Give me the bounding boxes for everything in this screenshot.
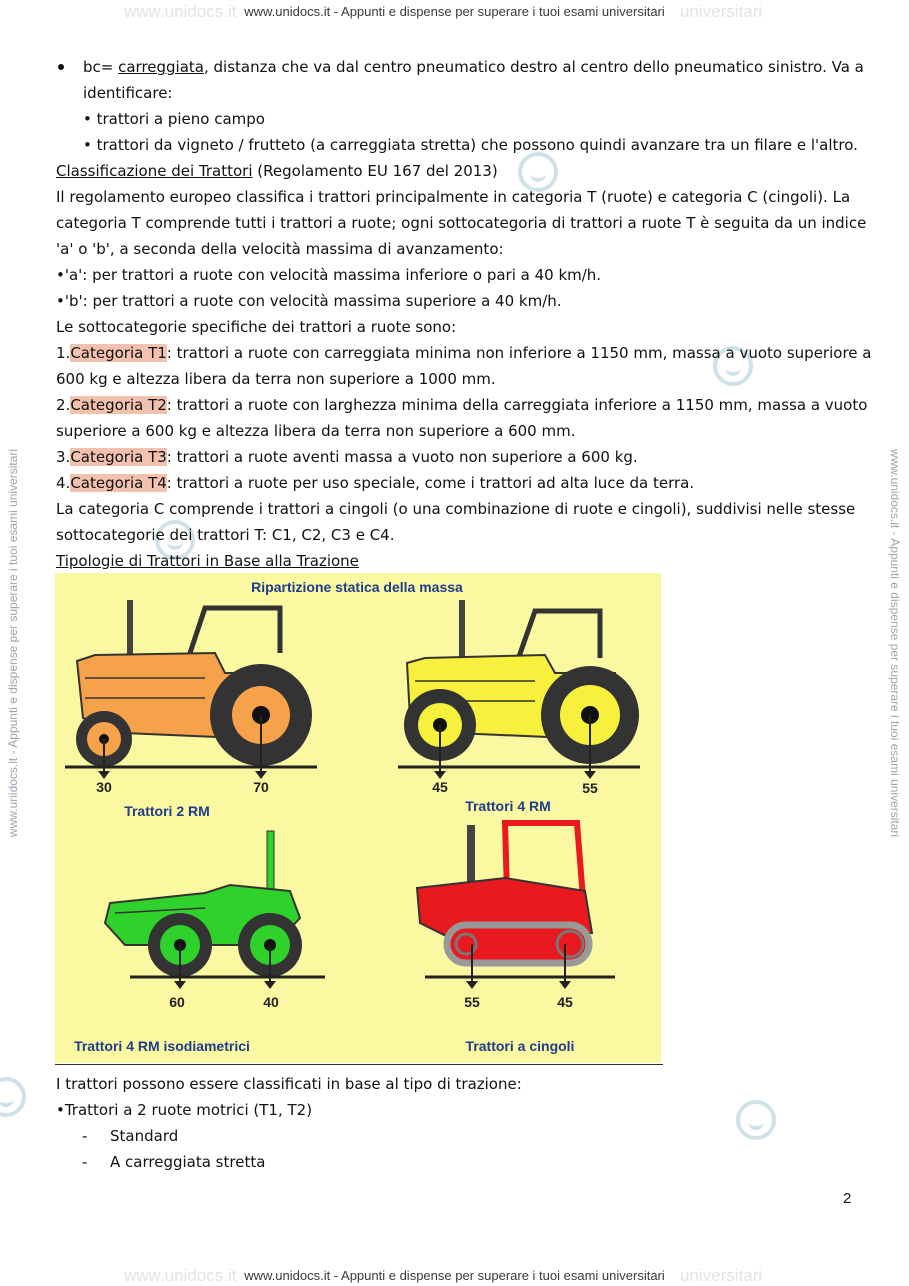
tr3-rear-value: 40 [263, 994, 279, 1010]
tr2-label: Trattori 4 RM [465, 798, 551, 814]
watermark-ghost-left: www.unidocs.it [124, 2, 237, 21]
category-t2-label: Categoria T2 [70, 396, 167, 414]
watermark-ghost-right: universitari [680, 2, 763, 21]
speed-index-a: •'a': per trattori a ruote con velocità massima inferiore o pari a 40 km/h. [56, 266, 602, 284]
category-t4-label: Categoria T4 [70, 474, 167, 492]
bc-continuation: identificare: [83, 84, 173, 102]
tractor-isodiametric-illustration [105, 831, 325, 989]
category-t1-label: Categoria T1 [70, 344, 167, 362]
watermark-ghost-right: universitari [680, 1266, 763, 1285]
tr1-front-value: 30 [96, 779, 112, 795]
category-t2: 2.Categoria T2: trattori a ruote con larghezza minima della carreggiata inferiore a 1150 mm, massa a vuoto [56, 396, 868, 414]
tr2-front-value: 45 [432, 779, 448, 795]
traction-2wd: •Trattori a 2 ruote motrici (T1, T2) [56, 1101, 313, 1119]
paragraph-line: 'a' o 'b', a seconda della velocità massima di avanzamento: [56, 240, 504, 258]
traction-intro: I trattori possono essere classificati in base al tipo di trazione: [56, 1075, 522, 1093]
figure-title: Ripartizione statica della massa [251, 579, 463, 595]
category-t3: 3.Categoria T3: trattori a ruote aventi massa a vuoto non superiore a 600 kg. [56, 448, 638, 466]
watermark-ghost-left: www.unidocs.it [124, 1266, 237, 1285]
bc-sub-item: • trattori da vigneto / frutteto (a carreggiata stretta) che possono quindi avanzare tra un filare e l'altro. [83, 136, 858, 154]
side-watermark-right: www.unidocs.it - Appunti e dispense per superare i tuoi esami universitari [888, 448, 902, 838]
bc-definition: bc= carreggiata, distanza che va dal centro pneumatico destro al centro dello pneumatico sinistro. Va a [56, 54, 856, 80]
tr4-label: Trattori a cingoli [465, 1038, 575, 1054]
header-watermark: www.unidocs.it - Appunti e dispense per superare i tuoi esami universitari [244, 4, 665, 19]
traction-heading: Tipologie di Trattori in Base alla Trazione [56, 552, 359, 570]
bc-term: carreggiata [118, 58, 204, 76]
classification-heading: Classificazione dei Trattori (Regolamento EU 167 del 2013) [56, 162, 498, 180]
exhaust-icon [127, 600, 133, 660]
tr3-label: Trattori 4 RM isodiametrici [74, 1038, 250, 1054]
bullet-icon [58, 64, 64, 70]
tr4-front-value: 55 [464, 994, 480, 1010]
tr3-front-value: 60 [169, 994, 185, 1010]
tractor-2rm-illustration [65, 600, 317, 779]
tr4-rear-value: 45 [557, 994, 573, 1010]
page-number: 2 [843, 1190, 852, 1207]
paragraph-line: Il regolamento europeo classifica i trattori principalmente in categoria T (ruote) e categoria C (cingoli). La [56, 188, 851, 206]
category-t4: 4.Categoria T4: trattori a ruote per uso speciale, come i trattori ad alta luce da terra. [56, 474, 695, 492]
tractor-4rm-illustration [398, 600, 640, 779]
category-t1: 1.Categoria T1: trattori a ruote con carreggiata minima non inferiore a 1150 mm, massa a vuoto superiore a [56, 344, 872, 362]
list-item-standard: - Standard [82, 1127, 179, 1145]
category-t2-cont: superiore a 600 kg e altezza libera da terra non superiore a 600 mm. [56, 422, 576, 440]
side-watermark-left: www.unidocs.it - Appunti e dispense per superare i tuoi esami universitari [6, 448, 20, 838]
speed-index-b: •'b': per trattori a ruote con velocità massima superiore a 40 km/h. [56, 292, 562, 310]
category-t1-cont: 600 kg e altezza libera da terra non superiore a 1000 mm. [56, 370, 496, 388]
tractor-crawler-illustration [417, 823, 615, 989]
tractor-illustrations [55, 573, 661, 1063]
paragraph-line: La categoria C comprende i trattori a cingoli (o una combinazione di ruote e cingoli), suddivisi nelle stesse [56, 500, 856, 518]
watermark-logo-icon [0, 1077, 26, 1117]
tr1-rear-value: 70 [253, 779, 269, 795]
list-item-narrow: - A carreggiata stretta [82, 1153, 266, 1171]
tractor-mass-figure [55, 573, 661, 1063]
tr1-label: Trattori 2 RM [124, 803, 210, 819]
traction-list [56, 1071, 856, 1175]
subcategory-intro: Le sottocategorie specifiche dei trattori a ruote sono: [56, 318, 457, 336]
category-t3-label: Categoria T3 [70, 448, 167, 466]
tr2-rear-value: 55 [582, 780, 598, 796]
paragraph-line: categoria T comprende tutti i trattori a ruote; ogni sottocategoria di trattori a ruote T è seguita da un indice [56, 214, 867, 232]
paragraph-line: sottocategorie dei trattori T: C1, C2, C3 e C4. [56, 526, 395, 544]
footer-watermark: www.unidocs.it - Appunti e dispense per superare i tuoi esami universitari [244, 1268, 665, 1283]
page-content [56, 56, 872, 574]
figure-divider [55, 1064, 663, 1065]
bc-sub-item: • trattori a pieno campo [83, 110, 265, 128]
